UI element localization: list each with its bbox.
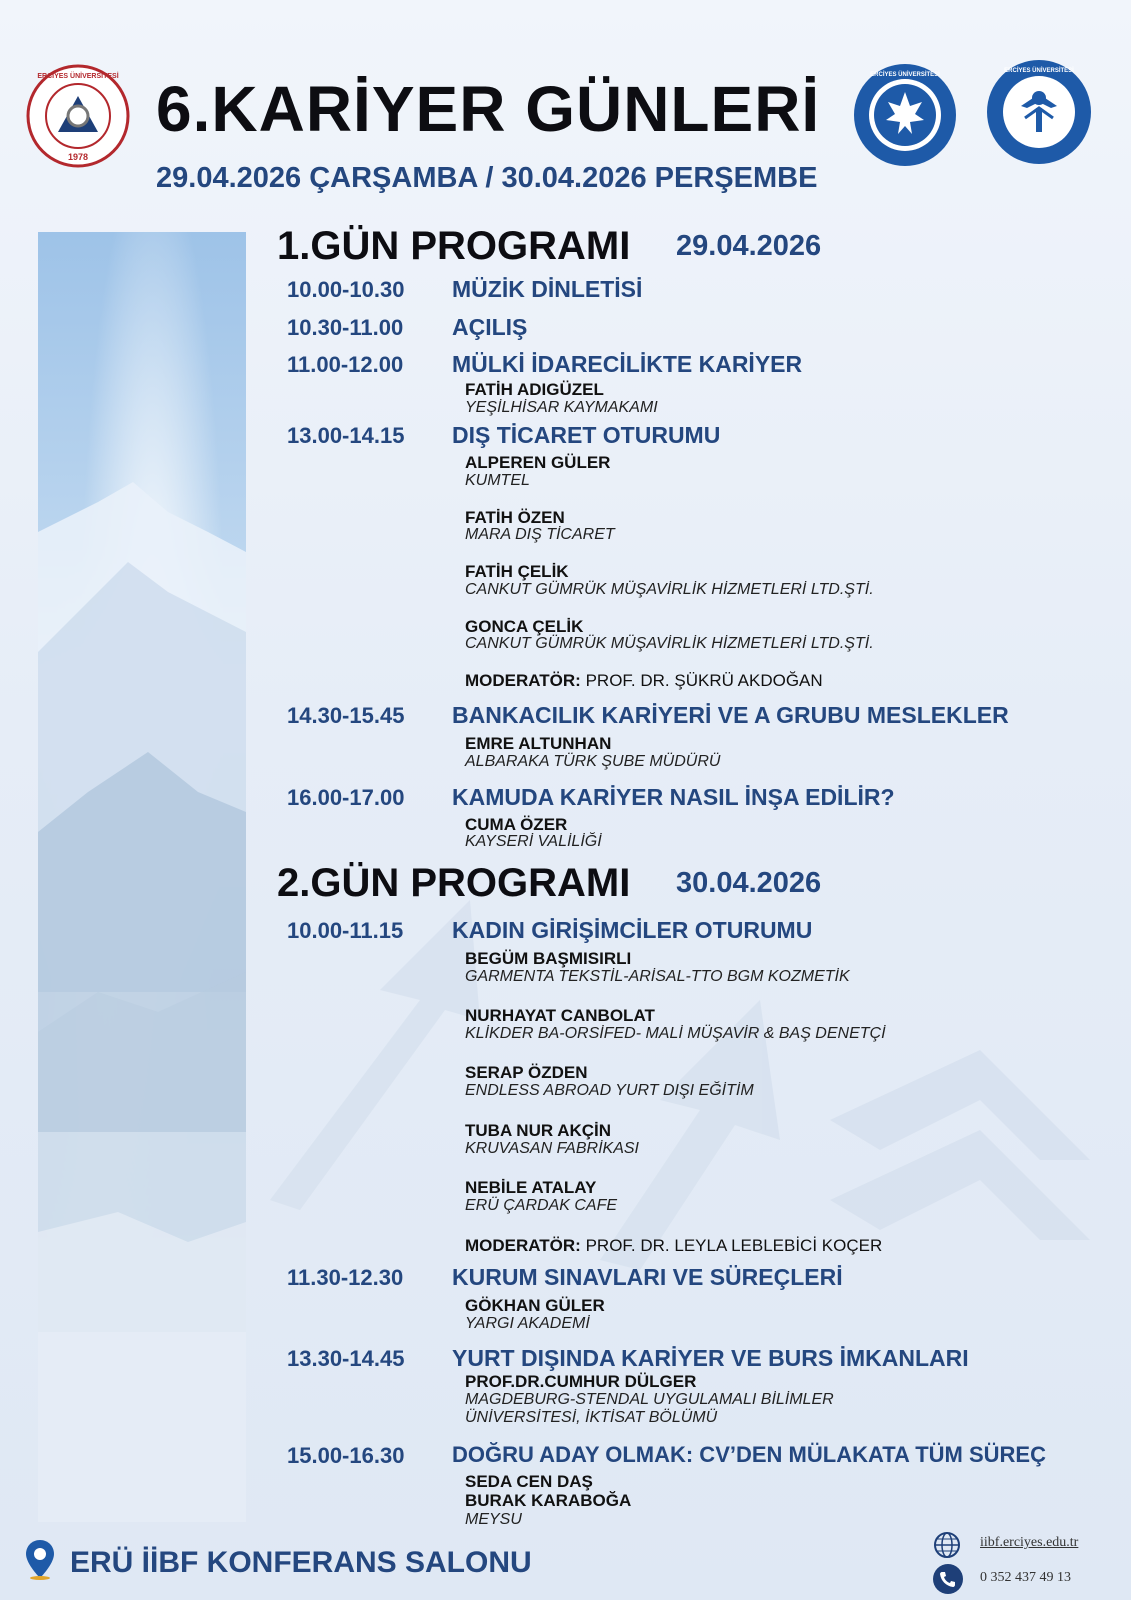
session-time: 13.00-14.15 xyxy=(287,423,405,448)
session-title: KAMUDA KARİYER NASIL İNŞA EDİLİR? xyxy=(452,784,895,810)
logo-text: ERCİYES ÜNİVERSİTESİ xyxy=(1004,68,1074,74)
speaker-name: ALPEREN GÜLER xyxy=(465,453,611,472)
speaker-organization: MAGDEBURG-STENDAL UYGULAMALI BİLİMLER xyxy=(465,1391,834,1408)
day2-date: 30.04.2026 xyxy=(676,867,822,899)
page-title: 6.KARİYER GÜNLERİ xyxy=(156,73,821,145)
speaker-name: BURAK KARABOĞA xyxy=(465,1491,632,1510)
speaker-organization: YEŞİLHİSAR KAYMAKAMI xyxy=(465,399,658,416)
speaker-name: SERAP ÖZDEN xyxy=(465,1063,588,1082)
session-time: 11.30-12.30 xyxy=(287,1265,404,1290)
session-title: MÜLKİ İDARECİLİKTE KARİYER xyxy=(452,351,803,377)
day2-title: 2.GÜN PROGRAMI xyxy=(277,861,631,905)
speaker-name: BEGÜM BAŞMISIRLI xyxy=(465,949,632,968)
speaker-name: CUMA ÖZER xyxy=(465,815,568,834)
session-time: 13.30-14.45 xyxy=(287,1346,405,1371)
mountain-image-panel xyxy=(38,232,246,1522)
speaker-organization: KRUVASAN FABRİKASI xyxy=(465,1140,639,1157)
speaker-organization: GARMENTA TEKSTİL-ARİSAL-TTO BGM KOZMETİK xyxy=(465,968,850,985)
phone-icon xyxy=(932,1563,964,1595)
speaker-organization: CANKUT GÜMRÜK MÜŞAVİRLİK HİZMETLERİ LTD.ŞTİ. xyxy=(465,635,874,652)
career-center-logo xyxy=(985,58,1093,166)
speaker-name: FATİH ÇELİK xyxy=(465,562,569,581)
day1-title: 1.GÜN PROGRAMI xyxy=(277,224,631,268)
session-time: 16.00-17.00 xyxy=(287,785,405,810)
speaker-name: TUBA NUR AKÇİN xyxy=(465,1121,612,1140)
globe-icon xyxy=(932,1530,962,1560)
moderator-line xyxy=(465,671,823,691)
iibf-faculty-logo xyxy=(852,62,958,168)
session-time: 14.30-15.45 xyxy=(287,703,405,728)
website-link[interactable]: iibf.erciyes.edu.tr xyxy=(980,1535,1079,1550)
speaker-organization: KAYSERİ VALİLİĞİ xyxy=(465,833,602,850)
session-title: DIŞ TİCARET OTURUMU xyxy=(452,422,721,448)
logo-text: ERCİYES ÜNİVERSİTESİ xyxy=(870,72,940,78)
speaker-name: NEBİLE ATALAY xyxy=(465,1178,597,1197)
speaker-organization: ÜNİVERSİTESİ, İKTİSAT BÖLÜMÜ xyxy=(465,1409,718,1426)
speaker-name: GÖKHAN GÜLER xyxy=(465,1296,605,1315)
speaker-organization: MARA DIŞ TİCARET xyxy=(465,526,615,543)
speaker-organization: ENDLESS ABROAD YURT DIŞI EĞİTİM xyxy=(465,1082,754,1099)
moderator-name: PROF. DR. ŞÜKRÜ AKDOĞAN xyxy=(585,671,823,690)
session-title: KADIN GİRİŞİMCİLER OTURUMU xyxy=(452,917,813,943)
day1-date: 29.04.2026 xyxy=(676,230,822,262)
session-title: AÇILIŞ xyxy=(452,314,528,340)
session-title: KURUM SINAVLARI VE SÜREÇLERİ xyxy=(452,1264,843,1290)
speaker-name: NURHAYAT CANBOLAT xyxy=(465,1006,655,1025)
speaker-name: FATİH ÖZEN xyxy=(465,508,565,527)
logo-text: ERCİYES ÜNİVERSİTESİ xyxy=(37,73,119,80)
logo-year: 1978 xyxy=(67,152,89,162)
speaker-organization: KUMTEL xyxy=(465,472,530,489)
speaker-organization: ERÜ ÇARDAK CAFE xyxy=(465,1197,618,1214)
moderator-line xyxy=(465,1236,882,1256)
speaker-name: PROF.DR.CUMHUR DÜLGER xyxy=(465,1372,697,1391)
speaker-organization: CANKUT GÜMRÜK MÜŞAVİRLİK HİZMETLERİ LTD.ŞTİ. xyxy=(465,581,874,598)
session-time: 10.30-11.00 xyxy=(287,315,404,340)
location-pin-icon xyxy=(24,1538,56,1580)
phone-number[interactable]: 0 352 437 49 13 xyxy=(980,1570,1071,1585)
session-time: 10.00-11.15 xyxy=(287,918,404,943)
speaker-name: FATİH ADIGÜZEL xyxy=(465,380,604,399)
session-title: DOĞRU ADAY OLMAK: CV’DEN MÜLAKATA TÜM SÜREÇ xyxy=(452,1442,1046,1467)
venue-location: ERÜ İİBF KONFERANS SALONU xyxy=(70,1546,532,1579)
speaker-organization: ALBARAKA TÜRK ŞUBE MÜDÜRÜ xyxy=(465,753,721,770)
speaker-organization: YARGI AKADEMİ xyxy=(465,1315,590,1332)
moderator-name: PROF. DR. LEYLA LEBLEBİCİ KOÇER xyxy=(585,1236,883,1255)
session-title: MÜZİK DİNLETİSİ xyxy=(452,276,643,302)
session-title: BANKACILIK KARİYERİ VE A GRUBU MESLEKLER xyxy=(452,702,1009,728)
mountain-illustration xyxy=(38,232,246,1522)
session-title: YURT DIŞINDA KARİYER VE BURS İMKANLARI xyxy=(452,1345,969,1371)
session-time: 15.00-16.30 xyxy=(287,1443,405,1468)
erciyes-university-logo xyxy=(26,64,130,168)
speaker-organization: MEYSU xyxy=(465,1511,522,1528)
session-time: 11.00-12.00 xyxy=(287,352,404,377)
speaker-name: EMRE ALTUNHAN xyxy=(465,734,612,753)
moderator-label: MODERATÖR: xyxy=(465,1236,581,1255)
moderator-label: MODERATÖR: xyxy=(465,671,581,690)
speaker-organization: KLİKDER BA-ORSİFED- MALİ MÜŞAVİR & BAŞ DENETÇİ xyxy=(465,1025,886,1042)
session-time: 10.00-10.30 xyxy=(287,277,405,302)
speaker-name: SEDA CEN DAŞ xyxy=(465,1472,593,1491)
event-dates: 29.04.2026 ÇARŞAMBA / 30.04.2026 PERŞEMBE xyxy=(156,162,818,194)
speaker-name: GONCA ÇELİK xyxy=(465,617,584,636)
